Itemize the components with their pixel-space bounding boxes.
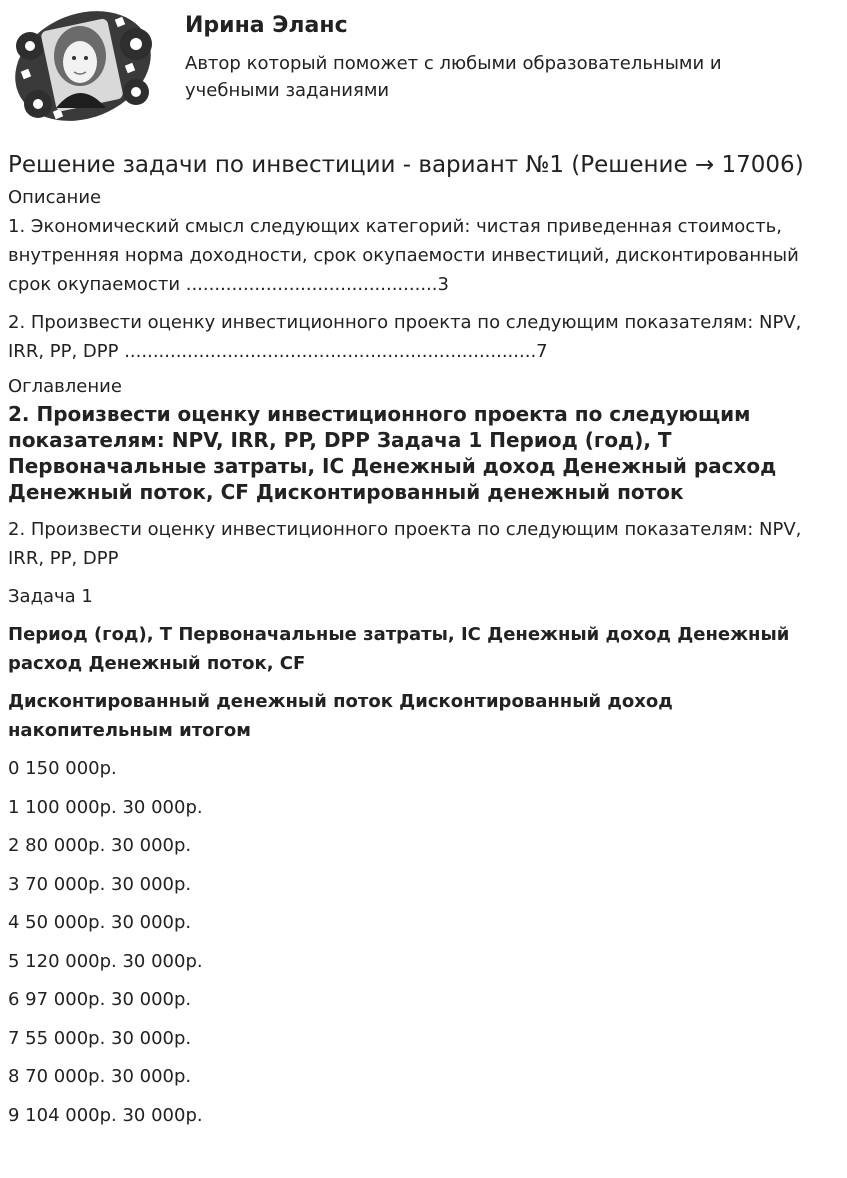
table-rows xyxy=(8,754,839,1130)
table-row: 3 70 000р. 30 000р. xyxy=(8,873,192,895)
author-description: Автор который поможет с любыми образовательными и учебными заданиями xyxy=(185,53,722,101)
page-title: Решение задачи по инвестиции - вариант №1 (Решение → 17006) xyxy=(8,152,804,178)
toc-heading: 2. Произвести оценку инвестиционного проекта по следующим показателям: NPV, IRR, PP, DPP Задача 1 Период (год), T Первоначальные затраты, IC Денежный доход Денежный расход Денежный поток, CF Дисконтированный денежный поток xyxy=(8,402,777,504)
table-row: 0 150 000р. xyxy=(8,758,117,779)
table-row: 4 50 000р. 30 000р. xyxy=(8,912,192,933)
author-card xyxy=(8,0,839,140)
description-label: Описание xyxy=(8,187,102,208)
table-row: 7 55 000р. 30 000р. xyxy=(8,1027,192,1049)
author-info xyxy=(185,12,785,104)
table-row: 2 80 000р. 30 000р. xyxy=(8,835,192,856)
table-row: 1 100 000р. 30 000р. xyxy=(8,796,203,818)
description-item-1: 1. Экономический смысл следующих категорий: чистая приведенная стоимость, внутренняя норма доходности, срок окупаемости инвестиций, дисконтированный срок окупаемости ............................................3 xyxy=(8,216,799,295)
table-row: 9 104 000р. 30 000р. xyxy=(8,1104,203,1126)
task-label: Задача 1 xyxy=(8,586,93,607)
table-row: 8 70 000р. 30 000р. xyxy=(8,1066,192,1087)
author-name: Ирина Эланс xyxy=(185,13,348,38)
table-row: 5 120 000р. 30 000р. xyxy=(8,950,203,972)
body-intro: 2. Произвести оценку инвестиционного проекта по следующим показателям: NPV, IRR, PP, DPP xyxy=(8,519,802,569)
author-avatar xyxy=(8,4,158,128)
description-item-2: 2. Произвести оценку инвестиционного проекта по следующим показателям: NPV, IRR, PP, DPP ........................................................................7 xyxy=(8,312,802,362)
table-header-line-2: Дисконтированный денежный поток Дисконтированный доход накопительным итогом xyxy=(8,691,673,741)
table-row: 6 97 000р. 30 000р. xyxy=(8,989,192,1010)
toc-label: Оглавление xyxy=(8,376,122,397)
table-header-line-1: Период (год), T Первоначальные затраты, IC Денежный доход Денежный расход Денежный поток, CF xyxy=(8,624,790,674)
